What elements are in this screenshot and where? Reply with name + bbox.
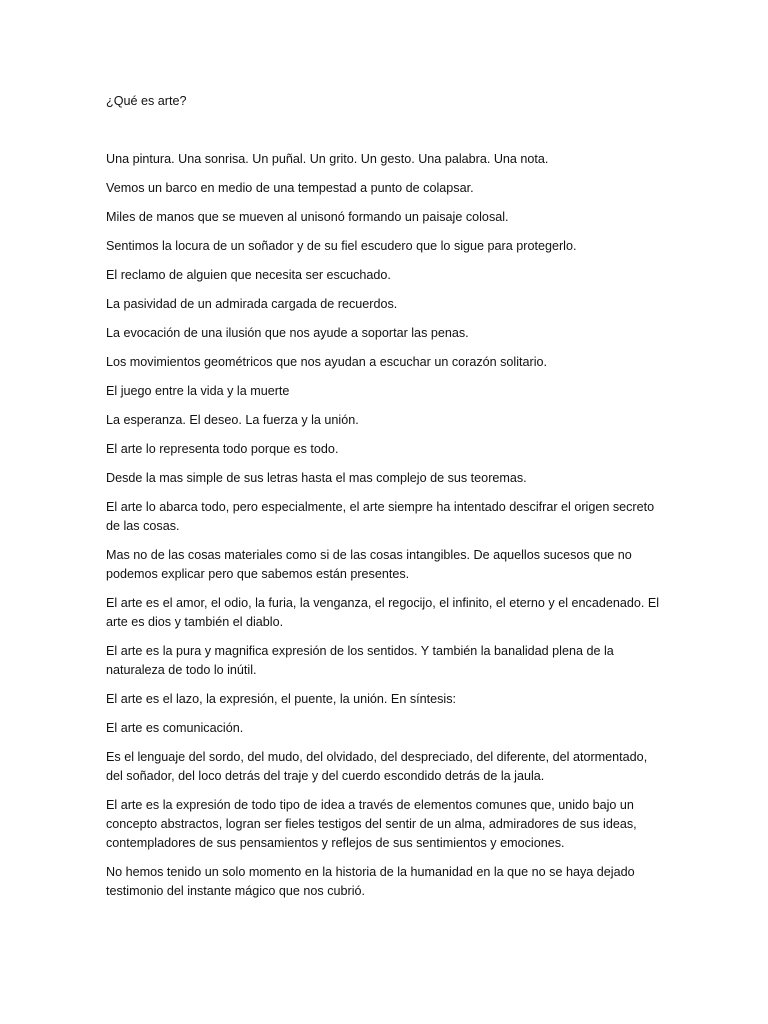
document-body bbox=[106, 150, 666, 911]
paragraph: El reclamo de alguien que necesita ser escuchado. bbox=[106, 268, 391, 282]
paragraph: El arte lo abarca todo, pero especialmente, el arte siempre ha intentado descifrar el origen secreto de las cosas. bbox=[106, 500, 655, 533]
paragraph: El arte es el lazo, la expresión, el puente, la unión. En síntesis: bbox=[106, 692, 457, 706]
paragraph: El arte es la expresión de todo tipo de idea a través de elementos comunes que, unido bajo un concepto abstractos, logran ser fieles testigos del sentir de un alma, admiradores de sus ideas, contempladores de sus pensamientos y reflejos de sus sentimientos y emociones. bbox=[106, 798, 637, 850]
paragraph: Una pintura. Una sonrisa. Un puñal. Un grito. Un gesto. Una palabra. Una nota. bbox=[106, 152, 549, 166]
paragraph: No hemos tenido un solo momento en la historia de la humanidad en la que no se haya dejado testimonio del instante mágico que nos cubrió. bbox=[106, 865, 635, 898]
paragraph: Mas no de las cosas materiales como si de las cosas intangibles. De aquellos sucesos que no podemos explicar pero que sabemos están presentes. bbox=[106, 548, 632, 581]
paragraph: La pasividad de un admirada cargada de recuerdos. bbox=[106, 297, 398, 311]
paragraph: El arte es la pura y magnifica expresión de los sentidos. Y también la banalidad plena de la naturaleza de todo lo inútil. bbox=[106, 644, 614, 677]
paragraph: Los movimientos geométricos que nos ayudan a escuchar un corazón solitario. bbox=[106, 355, 548, 369]
paragraph: Miles de manos que se mueven al unisonó formando un paisaje colosal. bbox=[106, 210, 509, 224]
paragraph: Vemos un barco en medio de una tempestad a punto de colapsar. bbox=[106, 181, 474, 195]
paragraph: Desde la mas simple de sus letras hasta el mas complejo de sus teoremas. bbox=[106, 471, 527, 485]
paragraph: La evocación de una ilusión que nos ayude a soportar las penas. bbox=[106, 326, 469, 340]
paragraph: El juego entre la vida y la muerte bbox=[106, 384, 290, 398]
paragraph: El arte es el amor, el odio, la furia, la venganza, el regocijo, el infinito, el eterno y el encadenado. El arte es dios y también el diablo. bbox=[106, 596, 660, 629]
document-title: ¿Qué es arte? bbox=[106, 94, 187, 108]
paragraph: El arte lo representa todo porque es todo. bbox=[106, 442, 339, 456]
paragraph: Sentimos la locura de un soñador y de su fiel escudero que lo sigue para protegerlo. bbox=[106, 239, 577, 253]
paragraph: El arte es comunicación. bbox=[106, 721, 244, 735]
paragraph: Es el lenguaje del sordo, del mudo, del olvidado, del despreciado, del diferente, del atormentado, del soñador, del loco detrás del traje y del cuerdo escondido detrás de la jaula. bbox=[106, 750, 648, 783]
paragraph: La esperanza. El deseo. La fuerza y la unión. bbox=[106, 413, 359, 427]
